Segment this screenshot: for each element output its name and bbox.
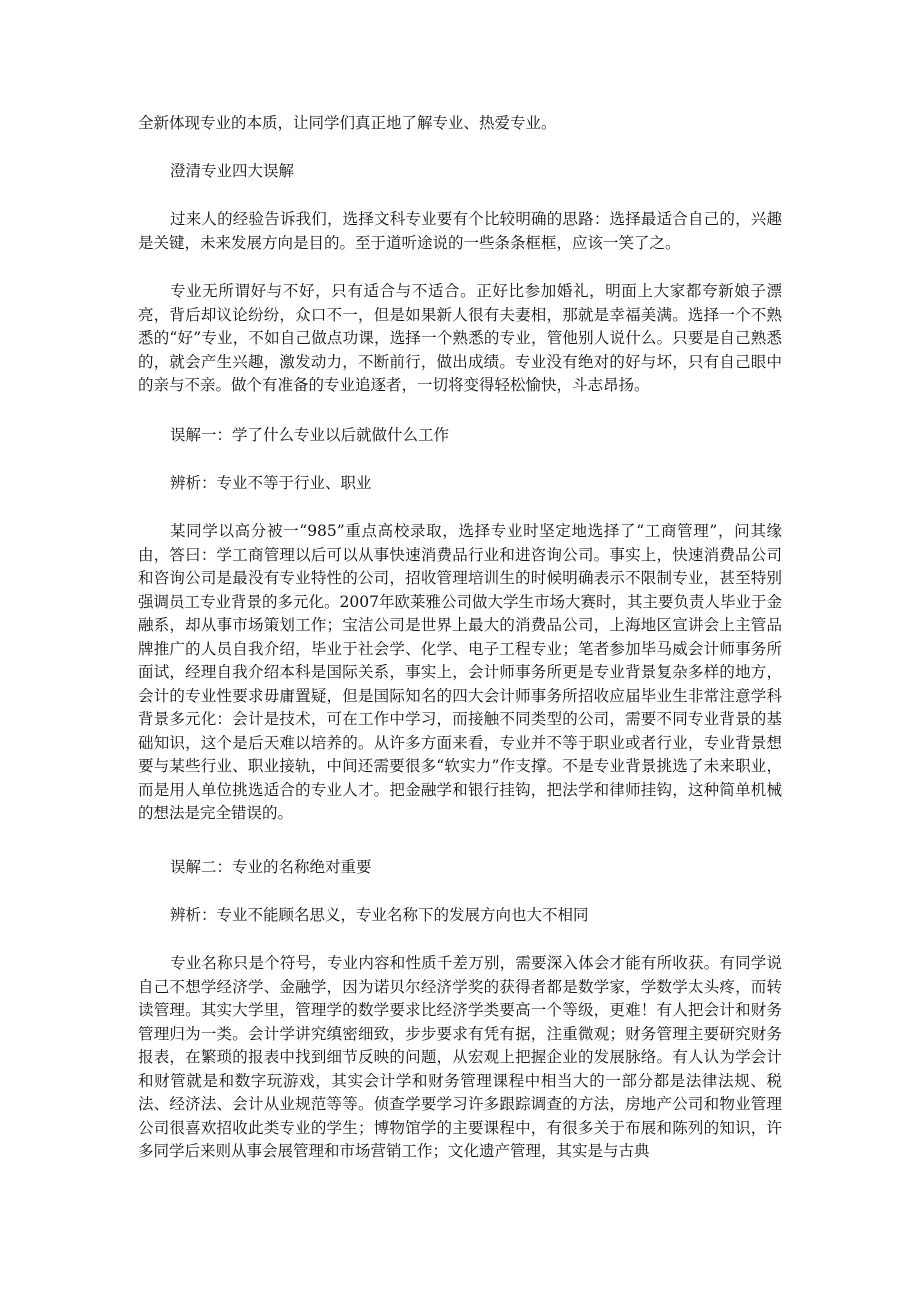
misconception-two-analysis: 辨析：专业不能顾名思义，专业名称下的发展方向也大不相同 bbox=[170, 906, 589, 924]
misconception-two-title: 误解二：专业的名称绝对重要 bbox=[170, 858, 372, 876]
paragraph-intro-ending: 全新体现专业的本质，让同学们真正地了解专业、热爱专业。 bbox=[138, 114, 557, 132]
paragraph-misconception-two-body: 专业名称只是个符号，专业内容和性质千差万别，需要深入体会才能有所收获。有同学说自己不想学经济学、金融学，因为诺贝尔经济学奖的获得者都是数学家，学数学太头疼，而转读管理。其实大学里，管理学的数学要求比经济学类要高一个等级，更难！有人把会计和财务管理归为一类。会计学讲究缜密细致，步步要求有凭有据，注重微观；财务管理主要研究财务报表，在繁琐的报表中找到细节反映的问题，从宏观上把握企业的发展脉络。有人认为学会计和财管就是和数字玩游戏，其实会计学和财务管理课程中相当大的一部分都是法律法规、税法、经济法、会计从业规范等等。侦查学要学习许多跟踪调查的方法，房地产公司和物业管理公司很喜欢招收此类专业的学生；博物馆学的主要课程中，有很多关于布展和陈列的知识，许多同学后来则从事会展管理和市场营销工作；文化遗产管理，其实是与古典 bbox=[138, 954, 782, 1160]
section-heading: 澄清专业四大误解 bbox=[170, 162, 295, 180]
paragraph-misconception-one-body: 某同学以高分被一“985”重点高校录取，选择专业时坚定地选择了“工商管理”，问其缘由，答曰：学工商管理以后可以从事快速消费品行业和进咨询公司。事实上，快速消费品公司和咨询公司是最没有专业特性的公司，招收管理培训生的时候明确表示不限制专业，甚至特别强调员工专业背景的多元化。2007年欧莱雅公司做大学生市场大赛时，其主要负责人毕业于金融系，却从事市场策划工作；宝洁公司是世界上最大的消费品公司，上海地区宣讲会上主管品牌推广的人员自我介绍，毕业于社会学、化学、电子工程专业；笔者参加毕马威会计师事务所面试，经理自我介绍本科是国际关系，事实上，会计师事务所更是专业背景复杂多样的地方，会计的专业性要求毋庸置疑，但是国际知名的四大会计师事务所招收应届毕业生非常注意学科背景多元化：会计是技术，可在工作中学习，而接触不同类型的公司，需要不同专业背景的基础知识，这个是后天难以培养的。从许多方面来看，专业并不等于职业或者行业，专业背景想要与某些行业、职业接轨，中间还需要很多“软实力”作支撑。不是专业背景挑选了未来职业，而是用人单位挑选适合的专业人才。把金融学和银行挂钩，把法学和律师挂钩，这种简单机械的想法是完全错误的。 bbox=[138, 522, 782, 822]
misconception-one-title: 误解一：学了什么专业以后就做什么工作 bbox=[170, 426, 450, 444]
paragraph-experience: 过来人的经验告诉我们，选择文科专业要有个比较明确的思路：选择最适合自己的，兴趣是关键，未来发展方向是目的。至于道听途说的一些条条框框，应该一笑了之。 bbox=[138, 210, 782, 252]
paragraph-no-good-or-bad: 专业无所谓好与不好，只有适合与不适合。正好比参加婚礼，明面上大家都夸新娘子漂亮，背后却议论纷纷，众口不一，但是如果新人很有夫妻相，那就是幸福美满。选择一个不熟悉的“好”专业，不如自己做点功课，选择一个熟悉的专业，管他别人说什么。只要是自己熟悉的，就会产生兴趣，激发动力，不断前行，做出成绩。专业没有绝对的好与坏，只有自己眼中的亲与不亲。做个有准备的专业追逐者，一切将变得轻松愉快，斗志昂扬。 bbox=[138, 282, 782, 394]
misconception-one-analysis: 辨析：专业不等于行业、职业 bbox=[170, 474, 372, 492]
